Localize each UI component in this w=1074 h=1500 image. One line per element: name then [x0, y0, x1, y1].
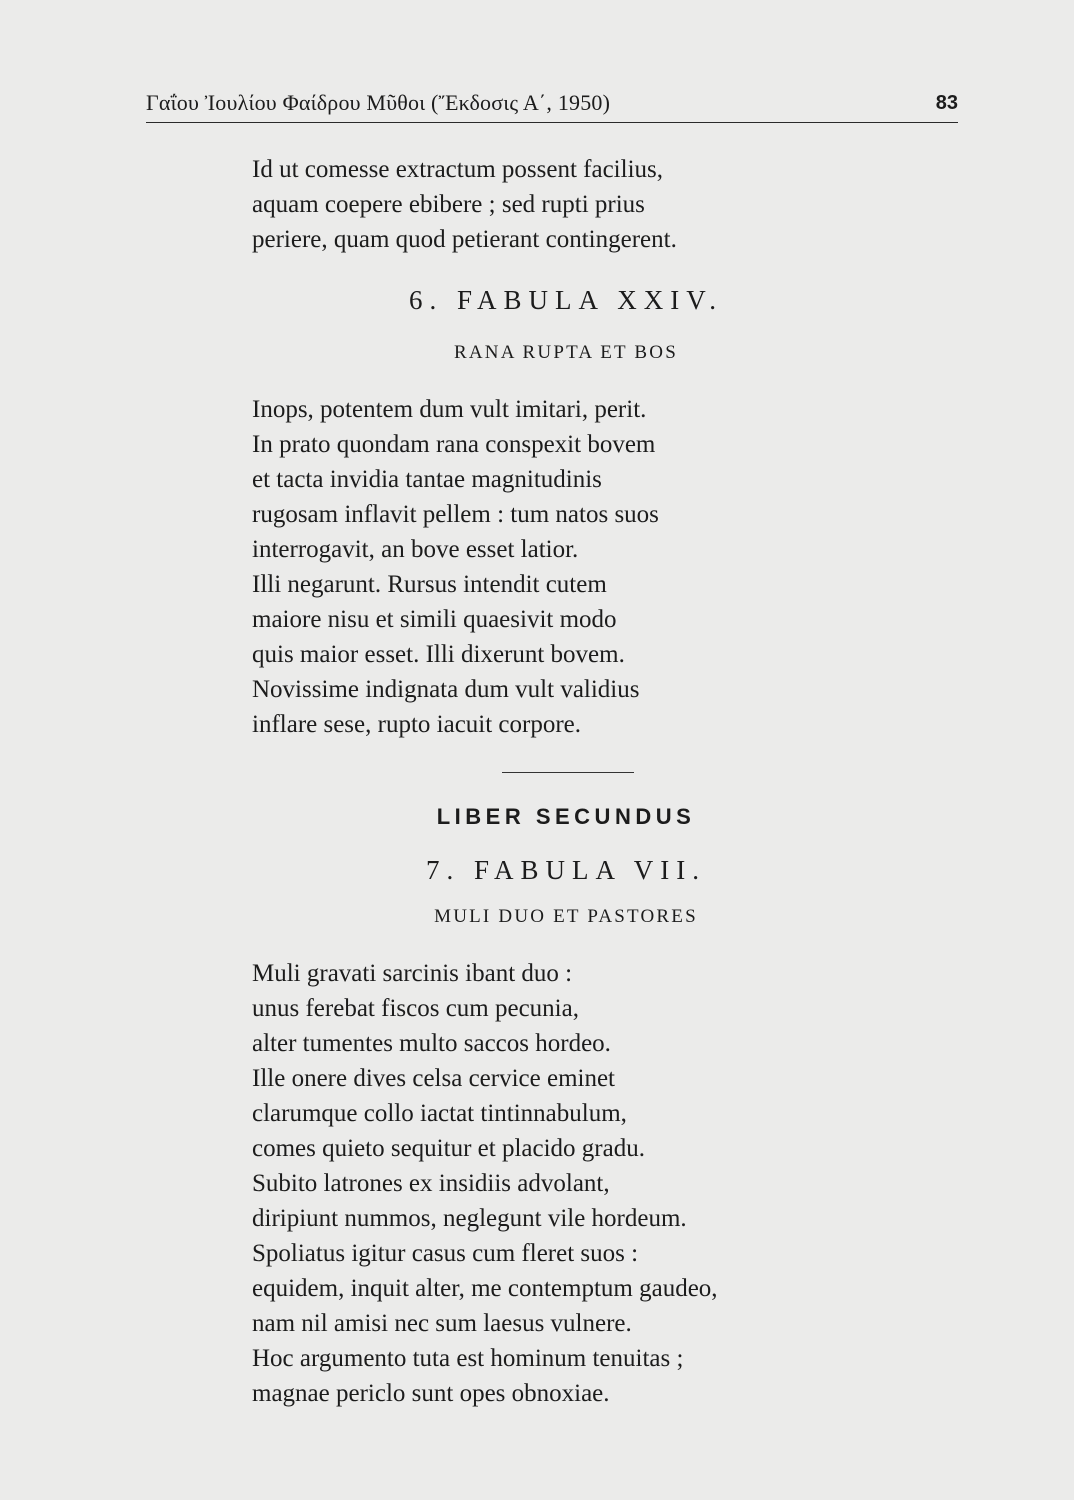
- verse-line: magnae periclo sunt opes obnoxiae.: [252, 1380, 610, 1407]
- verse-line: diripiunt nummos, neglegunt vile hordeum.: [252, 1205, 687, 1232]
- verse-line: Illi negarunt. Rursus intendit cutem: [252, 571, 607, 598]
- running-header: [146, 86, 958, 123]
- fabula-title: 6. FABULA XXIV.: [408, 285, 724, 315]
- verse-line: interrogavit, an bove esset latior.: [252, 536, 579, 563]
- verse-line: rugosam inflavit pellem : tum natos suos: [252, 501, 659, 528]
- verse-line: nam nil amisi nec sum laesus vulnere.: [252, 1310, 632, 1337]
- page-number: 83: [935, 92, 958, 114]
- verse-line: comes quieto sequitur et placido gradu.: [252, 1135, 645, 1162]
- verse-line: maiore nisu et simili quaesivit modo: [252, 606, 617, 633]
- running-title: Γαΐου Ἰουλίου Φαίδρου Μῦθοι (Ἔκδοσις Α΄, 1950): [146, 90, 611, 115]
- verse-line: Inops, potentem dum vult imitari, perit.: [252, 396, 647, 423]
- verse-line: Ille onere dives celsa cervice eminet: [252, 1065, 616, 1092]
- verse-line: et tacta invidia tantae magnitudinis: [252, 466, 602, 493]
- verse-line: unus ferebat fiscos cum pecunia,: [252, 995, 579, 1022]
- verse-block-muli: [252, 956, 718, 1411]
- verse-line: equidem, inquit alter, me contemptum gaudeo,: [252, 1275, 718, 1302]
- verse-line: Subito latrones ex insidiis advolant,: [252, 1170, 610, 1197]
- verse-line: Novissime indignata dum vult validius: [252, 676, 640, 703]
- verse-line: inflare sese, rupto iacuit corpore.: [252, 711, 582, 738]
- fabula-title: 7. FABULA VII.: [425, 855, 706, 885]
- fabula-subtitle: RANA RUPTA ET BOS: [454, 342, 678, 363]
- verse-line: quis maior esset. Illi dixerunt bovem.: [252, 641, 625, 668]
- section-divider: [502, 772, 634, 773]
- verse-line: alter tumentes multo saccos hordeo.: [252, 1030, 611, 1057]
- verse-line: Id ut comesse extractum possent facilius,: [252, 156, 663, 183]
- fabula-subtitle: MULI DUO ET PASTORES: [434, 906, 698, 927]
- verse-line: Hoc argumento tuta est hominum tenuitas ;: [252, 1345, 684, 1372]
- verse-line: aquam coepere ebibere ; sed rupti prius: [252, 191, 645, 218]
- verse-block-continuation: [252, 152, 677, 257]
- book-heading: LIBER SECUNDUS: [436, 804, 696, 829]
- verse-line: clarumque collo iactat tintinnabulum,: [252, 1100, 627, 1127]
- verse-line: periere, quam quod petierant contingerent.: [252, 226, 677, 253]
- verse-line: Spoliatus igitur casus cum fleret suos :: [252, 1240, 639, 1267]
- verse-block-rana: [252, 392, 659, 742]
- verse-line: In prato quondam rana conspexit bovem: [252, 431, 656, 458]
- verse-line: Muli gravati sarcinis ibant duo :: [252, 960, 573, 987]
